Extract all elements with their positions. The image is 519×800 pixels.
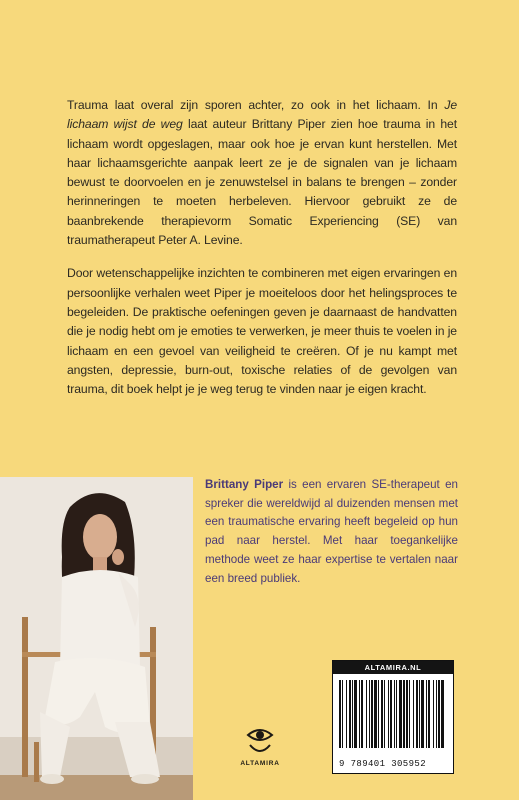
altamira-logo-icon — [232, 719, 288, 759]
book-title: Je lichaam wijst de weg — [67, 98, 457, 132]
author-name: Brittany Piper — [205, 478, 284, 491]
author-photo — [0, 477, 193, 800]
blurb-text: Trauma laat overal zijn sporen achter, zo ook in het lichaam. In — [67, 98, 445, 112]
author-bio — [205, 476, 458, 588]
blurb-paragraph-2: Door wetenschappelijke inzichten te combineren met eigen ervaringen en persoonlijke verhalen weet Piper je moeiteloos door het helingsproces te begeleiden. De praktische oefeningen geven je daarnaast de handvatten die je nodig hebt om je emoties te verwerken, je meer thuis te voelen in je lichaam en een gevoel van veiligheid te creëren. Of je nu kampt met angsten, depressie, burn-out, toxische relaties of de gevolgen van trauma, dit boek helpt je je weg terug te vinden naar je eigen kracht. — [67, 266, 457, 397]
author-bio-text: is een ervaren SE-therapeut en spreker die wereldwijd al duizenden mensen met een traumatische ervaring heeft begeleid op hun pad naar herstel. Met haar toegankelijke methode weet ze haar expertise te vertalen naar een breed publiek. — [205, 478, 458, 585]
publisher-name: ALTAMIRA — [240, 760, 280, 767]
isbn-barcode — [332, 660, 454, 774]
isbn-digits: 9 789401 305952 — [339, 759, 427, 769]
publisher-logo — [232, 719, 288, 779]
book-blurb — [67, 96, 457, 413]
barcode-bars-icon — [333, 674, 453, 754]
blurb-paragraph-1 — [67, 96, 457, 250]
blurb-text: laat auteur Brittany Piper zien hoe trauma in het lichaam wordt opgeslagen, maar ook hoe je ervan kunt herstellen. Met haar lichaamsgerichte aanpak leert ze je de signalen van je lichaam bewust te doorvoelen en je zenuwstelsel in balans te brengen – zonder herinneringen te moeten herbeleven. Hiervoor gebruikt ze de baanbrekende therapievorm Somatic Experiencing (SE) van traumatherapeut Peter A. Levine. — [67, 117, 457, 248]
publisher-website: ALTAMIRA.NL — [333, 661, 453, 674]
